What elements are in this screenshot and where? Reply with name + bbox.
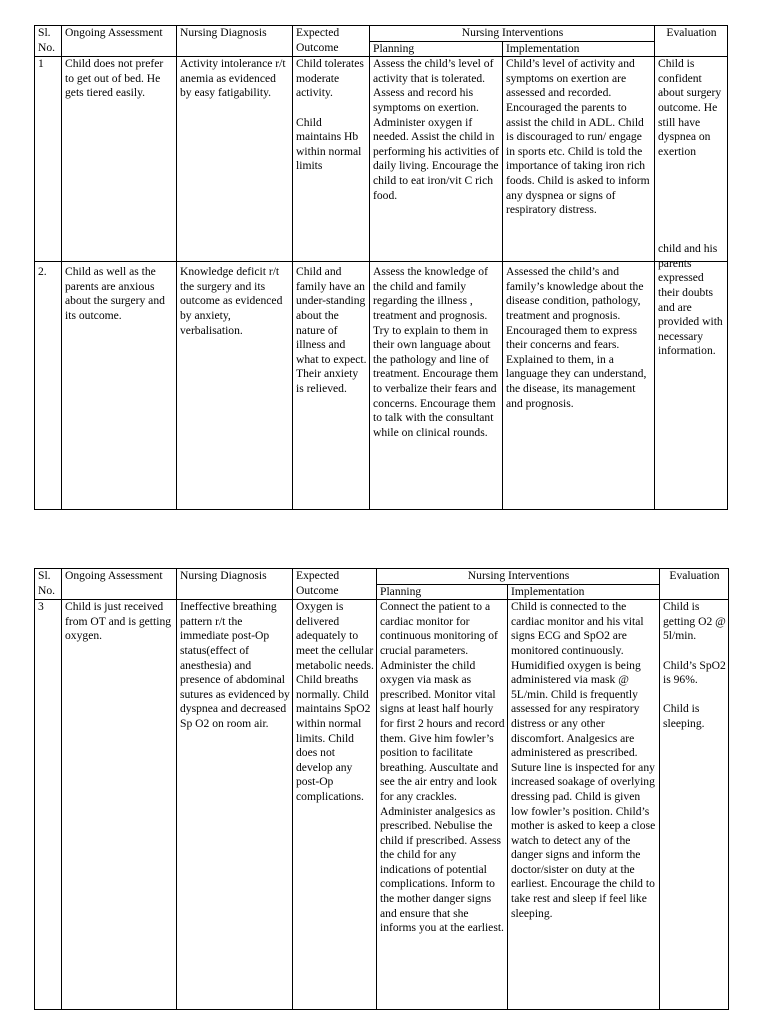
evaluation-line: Child is sleeping. (663, 702, 705, 730)
row-diagnosis: Activity intolerance r/t anemia as evidenced by easy fatigability. (177, 57, 293, 262)
table-row (35, 262, 728, 510)
row-evaluation: Child is confident about surgery outcome. He still have dyspnea on exertion (655, 57, 728, 262)
row-sl-no: 1 (35, 57, 62, 262)
nursing-care-plan-table-1 (34, 25, 728, 510)
header-evaluation: Evaluation (660, 569, 729, 600)
row-implementation: Child is connected to the cardiac monitor and his vital signs ECG and SpO2 are monitored continuously. Humidified oxygen is being administered via mask @ 5L/min. Child is frequently assessed for any respiratory distress or any other discomfort. Analgesics are administered as prescribed. Suture line is inspected for any increased soakage of overlying dressing pad. Child is given low fowler’s position. Child’s mother is asked to keep a close watch to detect any of the danger signs and inform the doctor/sister on duty at the earliest. Encourage the child to take rest and sleep if feel like sleeping. (508, 600, 660, 1010)
header-nursing-interventions: Nursing Interventions (370, 26, 655, 42)
header-ongoing-assessment: Ongoing Assessment (62, 569, 177, 600)
evaluation-line: Child is getting O2 @ 5l/min. (663, 600, 726, 643)
nursing-care-plan-table-2 (34, 568, 729, 1010)
row-outcome: Child and family have an under-standing about the nature of illness and what to expect. Their anxiety is relieved. (293, 262, 370, 510)
header-planning: Planning (370, 41, 503, 57)
header-implementation: Implementation (503, 41, 655, 57)
row-assessment: Child as well as the parents are anxious about the surgery and its outcome. (62, 262, 177, 510)
row-sl-no: 2. (35, 262, 62, 510)
table-row (35, 57, 728, 262)
header-ongoing-assessment: Ongoing Assessment (62, 26, 177, 57)
header-implementation: Implementation (508, 584, 660, 600)
header-expected-outcome: Expected Outcome (293, 26, 370, 57)
row-diagnosis: Knowledge deficit r/t the surgery and its outcome as evidenced by anxiety, verbalisation. (177, 262, 293, 510)
row-outcome: Oxygen is delivered adequately to meet the cellular metabolic needs. Child breaths normally. Child maintains SpO2 within normal limits. Child does not develop any post-Op complications. (293, 600, 377, 1010)
header-evaluation: Evaluation (655, 26, 728, 57)
header-expected-outcome: Expected Outcome (293, 569, 377, 600)
header-row (35, 26, 728, 42)
header-sl-no: Sl. No. (35, 26, 62, 57)
table-row (35, 600, 729, 1010)
row-assessment: Child is just received from OT and is getting oxygen. (62, 600, 177, 1010)
header-nursing-interventions: Nursing Interventions (377, 569, 660, 585)
header-row (35, 569, 729, 585)
row-sl-no: 3 (35, 600, 62, 1010)
header-sl-no: Sl. No. (35, 569, 62, 600)
row-outcome (293, 57, 370, 262)
header-planning: Planning (377, 584, 508, 600)
row-assessment: Child does not prefer to get out of bed. He gets tiered easily. (62, 57, 177, 262)
outcome-line: Child maintains Hb within normal limits (296, 115, 362, 173)
row-evaluation: child and his parents expressed their doubts and are provided with necessary information. (655, 242, 728, 490)
row-diagnosis: Ineffective breathing pattern r/t the immediate post-Op status(effect of anesthesia) and presence of abdominal sutures as evidenced by dyspnea and decreased Sp O2 on room air. (177, 600, 293, 1010)
row-planning: Connect the patient to a cardiac monitor for continuous monitoring of crucial parameters. Administer the child oxygen via mask as prescribed. Monitor vital signs at least half hourly for first 2 hours and record them. Give him fowler’s position to facilitate breathing. Auscultate and see the air entry and look for any crackles. Administer analgesics as prescribed. Nebulise the child if prescribed. Assess the child for any indications of potential complications. Inform to the mother danger signs and ensure that she informs you at the earliest. (377, 600, 508, 1010)
row-implementation: Child’s level of activity and symptoms on exertion are assessed and recorded. Encouraged the parents to assist the child in ADL. Child is discouraged to run/ engage in sports etc. Child is told the importance of taking iron rich foods. Child is asked to inform any dyspnea or signs of respiratory distress. (503, 57, 655, 262)
row-planning: Assess the child’s level of activity that is tolerated. Assess and record his symptoms on exertion. Administer oxygen if needed. Assist the child in performing his activities of daily living. Encourage the child to eat iron/vit C rich food. (370, 57, 503, 262)
evaluation-line: Child’s SpO2 is 96%. (663, 658, 726, 687)
row-evaluation (660, 600, 729, 1010)
row-planning: Assess the knowledge of the child and family regarding the illness , treatment and prognosis. Try to explain to them in their own language about the pathology and line of treatment. Encourage them to verbalize their fears and concerns. Encourage them to talk with the consultant while on clinical rounds. (370, 262, 503, 510)
header-nursing-diagnosis: Nursing Diagnosis (177, 26, 293, 57)
outcome-line: Child tolerates moderate activity. (296, 57, 364, 100)
row-implementation: Assessed the child’s and family’s knowledge about the disease condition, pathology, treatment and prognosis. Encouraged them to express their concerns and fears. Explained to them, in a language they can understand, the disease, its management and prognosis. (503, 262, 655, 510)
header-nursing-diagnosis: Nursing Diagnosis (177, 569, 293, 600)
